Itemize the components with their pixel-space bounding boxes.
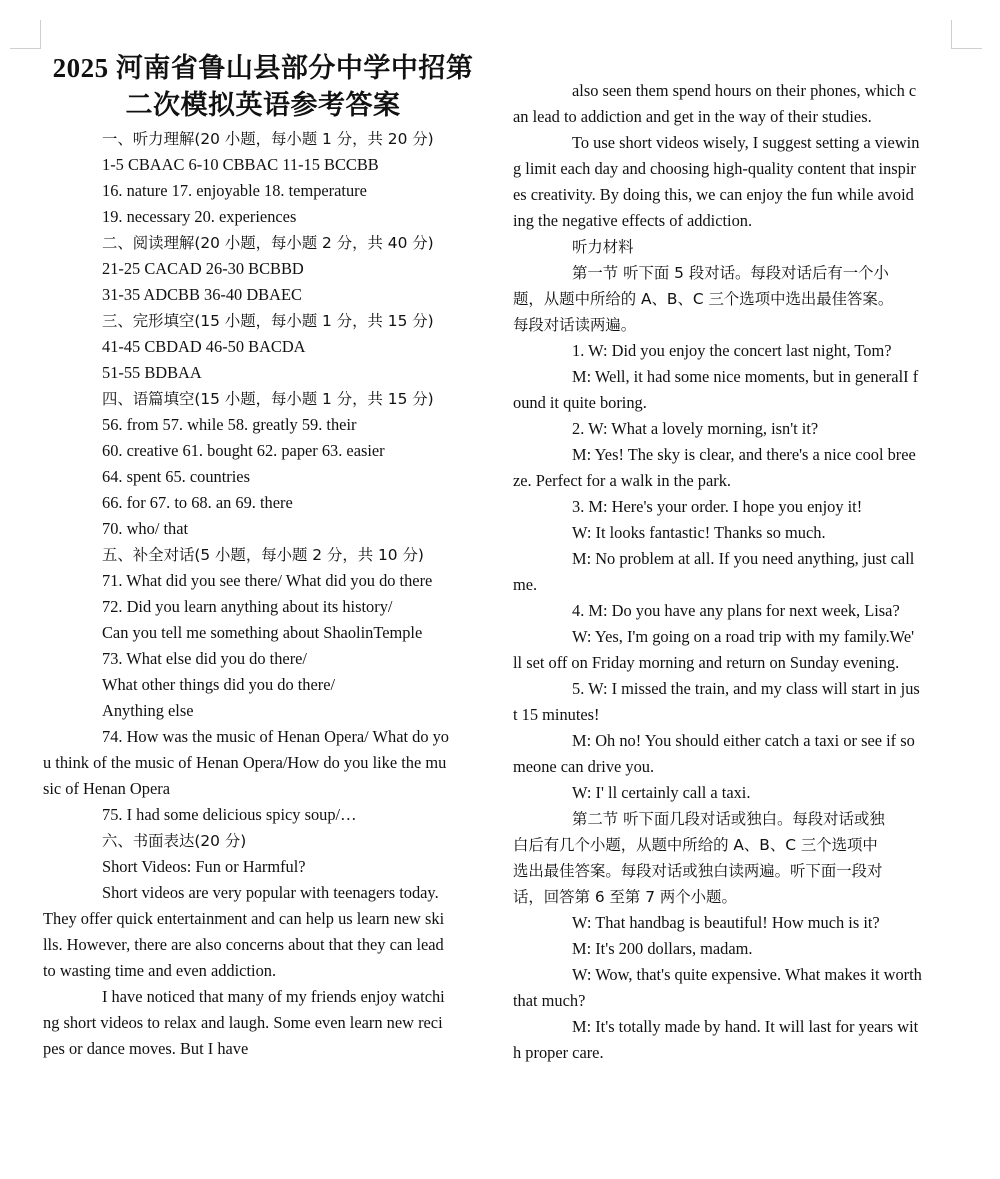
left-text-line: Short videos are very popular with teenagers today. bbox=[102, 883, 439, 902]
listening-script-body bbox=[513, 78, 953, 1066]
right-text-line: M: It's 200 dollars, madam. bbox=[572, 939, 753, 958]
right-text-line: meone can drive you. bbox=[513, 757, 655, 776]
left-text-line: 21-25 CACAD 26-30 BCBBD bbox=[102, 259, 304, 278]
right-text-line: h proper care. bbox=[513, 1043, 604, 1062]
right-text-line: ll set off on Friday morning and return on Sunday evening. bbox=[513, 653, 900, 672]
right-text-line: 题，从题中所给的 A、B、C 三个选项中选出最佳答案。 bbox=[513, 290, 894, 308]
right-text-line: M: No problem at all. If you need anything, just call bbox=[572, 549, 915, 568]
right-text-line: ound it quite boring. bbox=[513, 393, 647, 412]
right-text-line: 第一节 听下面 5 段对话。每段对话后有一个小 bbox=[572, 264, 889, 282]
right-text-line: W: It looks fantastic! Thanks so much. bbox=[572, 523, 826, 542]
right-text-line: W: That handbag is beautiful! How much is it? bbox=[572, 913, 880, 932]
left-text-line: 六、书面表达(20 分) bbox=[102, 832, 247, 850]
right-text-line: 4. M: Do you have any plans for next week, Lisa? bbox=[572, 601, 900, 620]
right-text-line: To use short videos wisely, I suggest setting a viewin bbox=[572, 133, 920, 152]
right-text-line: 3. M: Here's your order. I hope you enjoy it! bbox=[572, 497, 863, 516]
right-text-line: 听力材料 bbox=[572, 238, 634, 256]
left-text-line: 56. from 57. while 58. greatly 59. their bbox=[102, 415, 357, 434]
right-text-line: ze. Perfect for a walk in the park. bbox=[513, 471, 731, 490]
left-text-line: 三、完形填空(15 小题，每小题 1 分，共 15 分) bbox=[102, 312, 434, 330]
right-text-line: 2. W: What a lovely morning, isn't it? bbox=[572, 419, 819, 438]
left-text-line: 二、阅读理解(20 小题，每小题 2 分，共 40 分) bbox=[102, 234, 434, 252]
left-text-line: 60. creative 61. bought 62. paper 63. easier bbox=[102, 441, 385, 460]
right-text-line: M: Oh no! You should either catch a taxi or see if so bbox=[572, 731, 915, 750]
left-text-line: 1-5 CBAAC 6-10 CBBAC 11-15 BCCBB bbox=[102, 155, 379, 174]
title-line-1: 2025 河南省鲁山县部分中学中招第 bbox=[52, 53, 474, 83]
right-text-line: g limit each day and choosing high-quality content that inspir bbox=[513, 159, 916, 178]
left-text-line: 71. What did you see there/ What did you do there bbox=[102, 571, 433, 590]
left-text-line: 五、补全对话(5 小题，每小题 2 分，共 10 分) bbox=[102, 546, 424, 564]
left-text-line: 72. Did you learn anything about its history/ bbox=[102, 597, 393, 616]
right-text-line: 每段对话读两遍。 bbox=[513, 316, 637, 334]
left-text-line: 41-45 CBDAD 46-50 BACDA bbox=[102, 337, 306, 356]
right-text-line: 话，回答第 6 至第 7 两个小题。 bbox=[513, 888, 737, 906]
crop-mark-top-left bbox=[10, 20, 41, 49]
left-text-line: 一、听力理解(20 小题，每小题 1 分，共 20 分) bbox=[102, 130, 434, 148]
right-text-line: 白后有几个小题，从题中所给的 A、B、C 三个选项中 bbox=[513, 836, 878, 854]
title-line-2: 二次模拟英语参考答案 bbox=[125, 90, 401, 120]
right-text-line: an lead to addiction and get in the way of their studies. bbox=[513, 107, 872, 126]
right-text-line: also seen them spend hours on their phones, which c bbox=[572, 81, 917, 100]
left-text-line: 16. nature 17. enjoyable 18. temperature bbox=[102, 181, 367, 200]
left-text-line: 19. necessary 20. experiences bbox=[102, 207, 297, 226]
right-text-line: M: Well, it had some nice moments, but in generalI f bbox=[572, 367, 919, 386]
right-text-line: 第二节 听下面几段对话或独白。每段对话或独 bbox=[572, 810, 885, 828]
right-text-line: M: Yes! The sky is clear, and there's a nice cool bree bbox=[572, 445, 916, 464]
left-text-line: 66. for 67. to 68. an 69. there bbox=[102, 493, 293, 512]
left-text-line: Anything else bbox=[102, 701, 194, 720]
left-text-line: Short Videos: Fun or Harmful? bbox=[102, 857, 306, 876]
left-text-line: 64. spent 65. countries bbox=[102, 467, 250, 486]
left-text-line: 75. I had some delicious spicy soup/… bbox=[102, 805, 357, 824]
right-text-line: 5. W: I missed the train, and my class will start in jus bbox=[572, 679, 920, 698]
right-text-line: me. bbox=[513, 575, 538, 594]
right-text-line: es creativity. By doing this, we can enjoy the fun while avoid bbox=[513, 185, 914, 204]
right-text-line: t 15 minutes! bbox=[513, 705, 600, 724]
crop-mark-top-right bbox=[951, 20, 982, 49]
right-text-line: W: Yes, I'm going on a road trip with my family.We' bbox=[572, 627, 915, 646]
left-text-line: Can you tell me something about ShaolinTemple bbox=[102, 623, 423, 642]
right-text-line: 1. W: Did you enjoy the concert last night, Tom? bbox=[572, 341, 892, 360]
left-text-line: sic of Henan Opera bbox=[43, 779, 170, 798]
page-title bbox=[43, 50, 483, 124]
answer-key-body bbox=[43, 126, 483, 1062]
left-text-line: to wasting time and even addiction. bbox=[43, 961, 277, 980]
right-text-line: W: Wow, that's quite expensive. What makes it worth bbox=[572, 965, 922, 984]
left-text-line: They offer quick entertainment and can help us learn new ski bbox=[43, 909, 445, 928]
left-text-line: 31-35 ADCBB 36-40 DBAEC bbox=[102, 285, 302, 304]
right-text-line: M: It's totally made by hand. It will last for years wit bbox=[572, 1017, 919, 1036]
left-text-line: pes or dance moves. But I have bbox=[43, 1039, 249, 1058]
left-text-line: ng short videos to relax and laugh. Some even learn new reci bbox=[43, 1013, 443, 1032]
left-text-line: 四、语篇填空(15 小题，每小题 1 分，共 15 分) bbox=[102, 390, 434, 408]
left-text-line: What other things did you do there/ bbox=[102, 675, 336, 694]
left-text-line: 51-55 BDBAA bbox=[102, 363, 202, 382]
left-text-line: lls. However, there are also concerns about that they can lead bbox=[43, 935, 444, 954]
left-text-line: I have noticed that many of my friends enjoy watchi bbox=[102, 987, 445, 1006]
left-text-line: u think of the music of Henan Opera/How do you like the mu bbox=[43, 753, 447, 772]
right-text-line: that much? bbox=[513, 991, 586, 1010]
right-text-line: 选出最佳答案。每段对话或独白读两遍。听下面一段对 bbox=[513, 862, 883, 880]
right-text-line: ing the negative effects of addiction. bbox=[513, 211, 753, 230]
right-text-line: W: I' ll certainly call a taxi. bbox=[572, 783, 751, 802]
left-text-line: 74. How was the music of Henan Opera/ What do yo bbox=[102, 727, 450, 746]
left-text-line: 73. What else did you do there/ bbox=[102, 649, 307, 668]
left-text-line: 70. who/ that bbox=[102, 519, 189, 538]
